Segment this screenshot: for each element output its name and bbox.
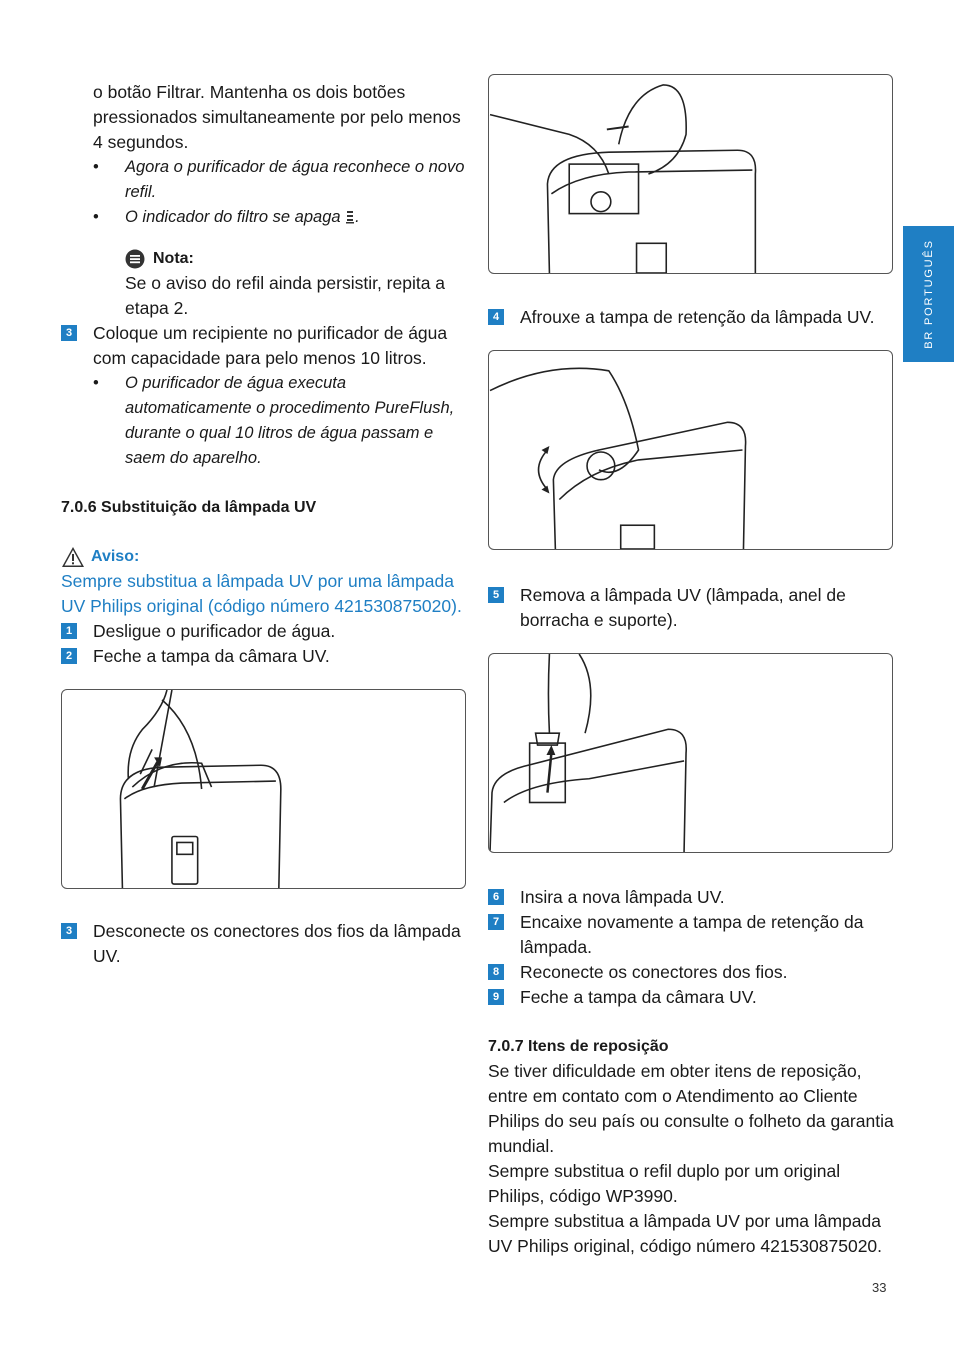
step-8	[488, 960, 898, 985]
page-number: 33	[872, 1280, 887, 1295]
step-number: 3	[61, 923, 77, 939]
step-number: 5	[488, 587, 504, 603]
bullet-list-1	[61, 155, 471, 230]
intro-text: o botão Filtrar. Mantenha os dois botões pressionados simultaneamente por pelo menos 4 segundos.	[93, 82, 461, 152]
warning-text: Sempre substitua a lâmpada UV por uma lâmpada UV Philips original (código número 421530875020).	[61, 571, 462, 616]
purifier-illustration	[62, 690, 465, 888]
step-3b	[61, 919, 471, 969]
step-number: 8	[488, 964, 504, 980]
step-number: 4	[488, 309, 504, 325]
note-title: Nota:	[153, 250, 194, 267]
section-heading-707: 7.0.7 Itens de reposição	[488, 1038, 669, 1055]
replacement-paragraph: Sempre substitua a lâmpada UV por uma lâmpada UV Philips original, código número 421530875020.	[488, 1211, 883, 1256]
step-number: 1	[61, 623, 77, 639]
bullet-list-2	[61, 371, 471, 471]
step-number: 6	[488, 889, 504, 905]
retention-cap-illustration	[489, 351, 892, 549]
note-text: Se o aviso do refil ainda persistir, repita a etapa 2.	[125, 273, 446, 318]
figure-close-uv-lid	[61, 689, 466, 889]
step-4	[488, 305, 898, 330]
step-number: 9	[488, 989, 504, 1005]
note-block	[61, 246, 471, 321]
warning-block	[61, 544, 471, 619]
bullet-item: • O indicador do filtro se apaga .	[93, 205, 471, 230]
step-text: Remova a lâmpada UV (lâmpada, anel de borracha e suporte).	[520, 585, 846, 630]
step-3	[61, 321, 471, 371]
step-text: Afrouxe a tampa de retenção da lâmpada UV.	[520, 307, 875, 327]
wire-connector-illustration	[489, 75, 892, 273]
step-number: 7	[488, 914, 504, 930]
uv-lamp-illustration	[489, 654, 892, 852]
section-heading-706: 7.0.6 Substituição da lâmpada UV	[61, 499, 317, 516]
bullet-item: • Agora o purificador de água reconhece o novo refil.	[93, 155, 471, 205]
step-number: 2	[61, 648, 77, 664]
filter-indicator-icon	[345, 210, 355, 224]
language-label: BR PORTUGUÊS	[922, 239, 935, 349]
step-text: Feche a tampa da câmara UV.	[520, 987, 757, 1007]
figure-remove-lamp	[488, 653, 893, 853]
right-column	[488, 74, 898, 1259]
step-9	[488, 985, 898, 1010]
step-text: Desligue o purificador de água.	[93, 621, 336, 641]
step-text: Insira a nova lâmpada UV.	[520, 887, 725, 907]
replacement-paragraph: Sempre substitua o refil duplo por um original Philips, código WP3990.	[488, 1161, 841, 1206]
step-5	[488, 583, 898, 633]
step-7	[488, 910, 898, 960]
step-text: Feche a tampa da câmara UV.	[93, 646, 330, 666]
step-2	[61, 644, 471, 669]
figure-disconnect-wires	[488, 74, 893, 274]
left-column	[61, 80, 471, 969]
bullet-item: • O purificador de água executa automaticamente o procedimento PureFlush, durante o qual 10 litros de água passam e saem do aparelho.	[93, 371, 471, 471]
warning-icon	[61, 546, 85, 568]
step-text: Desconecte os conectores dos fios da lâmpada UV.	[93, 921, 461, 966]
step-6	[488, 885, 898, 910]
figure-loosen-cap	[488, 350, 893, 550]
language-side-tab	[903, 226, 954, 362]
step-text: Encaixe novamente a tampa de retenção da lâmpada.	[520, 912, 864, 957]
note-icon	[125, 249, 145, 269]
warning-title: Aviso:	[91, 548, 140, 565]
step-number: 3	[61, 325, 77, 341]
step-text: Coloque um recipiente no purificador de água com capacidade para pelo menos 10 litros.	[93, 323, 448, 368]
step-1	[61, 619, 471, 644]
step-text: Reconecte os conectores dos fios.	[520, 962, 788, 982]
replacement-paragraph: Se tiver dificuldade em obter itens de reposição, entre em contato com o Atendimento ao Cliente Philips do seu país ou consulte o folheto da garantia mundial.	[488, 1061, 894, 1156]
